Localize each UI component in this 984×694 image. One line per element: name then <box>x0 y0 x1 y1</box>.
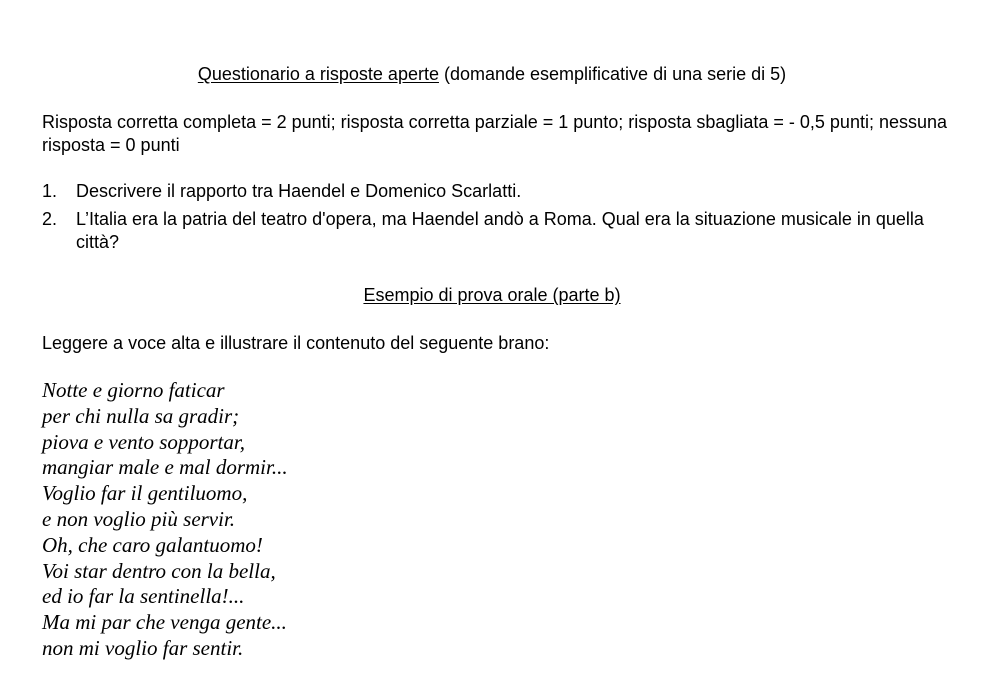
open-questions-heading-title: Questionario a risposte aperte <box>197 64 439 84</box>
poem-line: Voi star dentro con la bella, <box>42 558 276 583</box>
question-item-2 <box>42 208 942 254</box>
question-text: L’Italia era la patria del teatro d'opera, ma Haendel andò a Roma. Qual era la situazione musicale in quella città? <box>76 209 924 252</box>
question-text: Descrivere il rapporto tra Haendel e Domenico Scarlatti. <box>76 181 522 201</box>
question-number: 1. <box>42 181 58 201</box>
reading-instruction: Leggere a voce alta e illustrare il contenuto del seguente brano: <box>42 333 550 353</box>
poem-line: ed io far la sentinella!... <box>42 584 245 609</box>
poem-line: mangiar male e mal dormir... <box>42 455 288 480</box>
question-item-1 <box>42 180 942 203</box>
poem-line: per chi nulla sa gradir; <box>42 403 240 428</box>
open-questions-heading <box>0 62 984 86</box>
poem-line: e non voglio più servir. <box>42 506 236 531</box>
scoring-rules: Risposta corretta completa = 2 punti; risposta corretta parziale = 1 punto; risposta sbagliata = - 0,5 punti; nessuna risposta = 0 punti <box>42 112 948 155</box>
poem-line: Ma mi par che venga gente... <box>42 610 287 635</box>
question-number: 2. <box>42 209 58 229</box>
oral-exam-heading-title: Esempio di prova orale (parte b) <box>363 285 621 305</box>
oral-exam-heading <box>0 283 984 307</box>
poem-line: Notte e giorno faticar <box>42 378 225 402</box>
poem-line: non mi voglio far sentir. <box>42 635 244 660</box>
question-list <box>42 180 942 259</box>
poem-line: piova e vento sopportar, <box>42 429 245 454</box>
open-questions-heading-note: (domande esemplificative di una serie di 5) <box>438 64 787 84</box>
poem-line: Oh, che caro galantuomo! <box>42 532 263 557</box>
poem-excerpt <box>42 378 288 662</box>
poem-line: Voglio far il gentiluomo, <box>42 481 248 506</box>
